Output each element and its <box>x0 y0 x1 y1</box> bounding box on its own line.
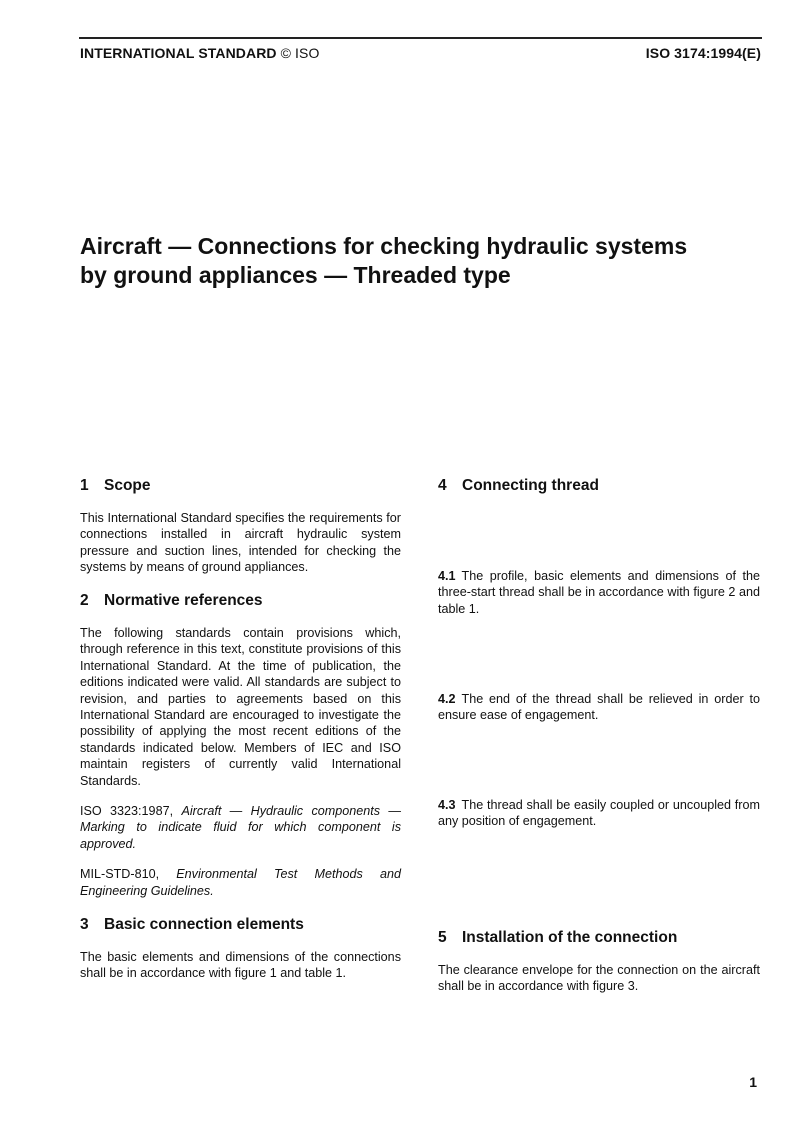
header-title: INTERNATIONAL STANDARD <box>80 45 277 61</box>
section-normative-references <box>80 591 401 899</box>
clause-paragraph <box>438 568 760 617</box>
section-number: 1 <box>80 477 89 494</box>
section-number: 5 <box>438 929 447 946</box>
installation-paragraph: The clearance envelope for the connection on the aircraft shall be in accordance with figure 3. <box>438 963 760 994</box>
clause-text: The profile, basic elements and dimensions of the three-start thread shall be in accordance with figure 2 and table 1. <box>438 569 760 616</box>
section-basic-connection-elements <box>80 915 401 982</box>
section-title: Connecting thread <box>462 477 599 494</box>
header-rule <box>79 37 762 39</box>
clause-paragraph <box>438 797 760 830</box>
section-heading <box>80 476 401 496</box>
reference-mil-std-810 <box>80 866 401 899</box>
title-line-2: by ground appliances — Threaded type <box>80 262 511 288</box>
clause-paragraph <box>438 691 760 724</box>
reference-id: MIL-STD-810, <box>80 867 160 882</box>
clause-text: The thread shall be easily coupled or uncoupled from any position of engagement. <box>438 798 760 829</box>
section-number: 4 <box>438 477 447 494</box>
header-standard-label <box>80 45 319 61</box>
clause-4-2 <box>438 691 760 724</box>
section-connecting-thread <box>438 476 760 496</box>
section-heading <box>80 915 401 935</box>
scope-paragraph: This International Standard specifies the requirements for connections installed in aircraft hydraulic system pressure and suction lines, intended for checking the systems by means of ground appliances. <box>80 511 401 575</box>
clause-text: The end of the thread shall be relieved in order to ensure ease of engagement. <box>438 692 760 723</box>
section-heading <box>80 591 401 611</box>
basic-elements-paragraph: The basic elements and dimensions of the connections shall be in accordance with figure 1 and table 1. <box>80 950 401 981</box>
reference-title: Aircraft — Hydraulic components — Marking to indicate fluid for which component is approved. <box>80 804 401 851</box>
clause-number: 4.3 <box>438 798 456 812</box>
section-heading <box>438 928 760 948</box>
clause-4-3 <box>438 797 760 830</box>
section-heading <box>438 476 760 496</box>
section-number: 2 <box>80 592 89 609</box>
section-installation <box>438 928 760 995</box>
document-title <box>80 232 770 290</box>
section-title: Basic connection elements <box>104 916 304 933</box>
section-title: Scope <box>104 477 151 494</box>
title-line-1: Aircraft — Connections for checking hydraulic systems <box>80 233 688 259</box>
header-document-ref: ISO 3174:1994(E) <box>645 45 761 61</box>
normative-intro-paragraph: The following standards contain provisions which, through reference in this text, constitute provisions of this International Standard. At the time of publication, the editions indicated were valid. All standards are subject to revision, and parties to agreements based on this International Standard are encouraged to investigate the possibility of applying the most recent editions of the standards indicated below. Members of IEC and ISO maintain registers of currently valid International Standards. <box>80 626 401 788</box>
header-copyright: © ISO <box>280 45 320 61</box>
clause-4-1 <box>438 568 760 617</box>
section-number: 3 <box>80 916 89 933</box>
section-scope <box>80 476 401 576</box>
reference-title: Environmental Test Methods and Engineering Guidelines. <box>80 867 401 898</box>
page-number: 1 <box>749 1074 757 1090</box>
clause-number: 4.1 <box>438 569 456 583</box>
section-title: Installation of the connection <box>462 929 678 946</box>
reference-iso-3323 <box>80 803 401 852</box>
reference-id: ISO 3323:1987, <box>80 804 174 819</box>
clause-number: 4.2 <box>438 692 456 706</box>
section-title: Normative references <box>104 592 263 609</box>
